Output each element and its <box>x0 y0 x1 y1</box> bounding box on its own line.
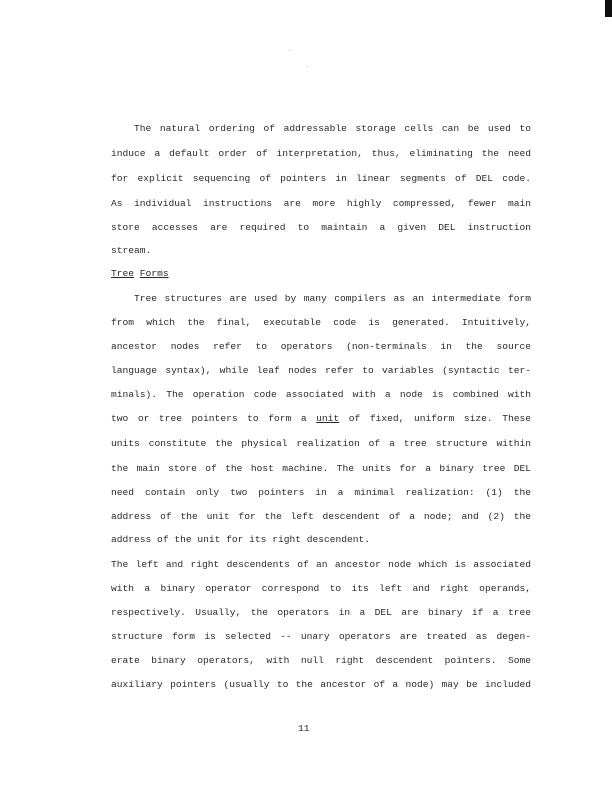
paragraph-3-line: erate binary operators, with null right descendent pointers. Some <box>111 655 531 666</box>
scan-speck <box>307 66 308 67</box>
paragraph-2-line: address of the unit for the left descendent of a node; and (2) the <box>111 511 531 522</box>
paragraph-1-line: stream. <box>111 245 152 256</box>
paragraph-1-line: As individual instructions are more highly compressed, fewer main <box>111 198 531 209</box>
paragraph-2-line: ancestor nodes refer to operators (non-terminals in the source <box>111 341 531 352</box>
scan-speck <box>289 50 290 51</box>
underlined-term: unit <box>316 413 340 424</box>
page-number: 11 <box>298 723 310 734</box>
paragraph-2-line: from which the final, executable code is generated. Intuitively, <box>111 317 531 328</box>
heading-word: Tree <box>111 268 135 279</box>
paragraph-2-line: units constitute the physical realization of a tree structure within <box>111 438 531 449</box>
paragraph-1-line: for explicit sequencing of pointers in linear segments of DEL code. <box>111 173 531 184</box>
paragraph-2-line: minals). The operation code associated with a node is combined with <box>111 389 531 400</box>
line-segment: two or tree pointers to form a <box>111 413 317 424</box>
heading-word: Forms <box>139 268 169 279</box>
paragraph-2-line: address of the unit for its right descendent. <box>111 534 371 545</box>
paragraph-1-line: induce a default order of interpretation, thus, eliminating the need <box>111 148 531 159</box>
scan-edge-mark <box>605 0 612 17</box>
paragraph-3-line: with a binary operator correspond to its left and right operands, <box>111 583 531 594</box>
line-segment: of fixed, uniform size. These <box>339 413 531 424</box>
paragraph-3-line: auxiliary pointers (usually to the ancestor of a node) may be included <box>111 679 531 690</box>
paragraph-1-line: store accesses are required to maintain a given DEL instruction <box>111 222 531 233</box>
paragraph-2-line: need contain only two pointers in a minimal realization: (1) the <box>111 487 531 498</box>
paragraph-1-line: The natural ordering of addressable storage cells can be used to <box>134 123 531 134</box>
paragraph-2-line: Tree structures are used by many compilers as an intermediate form <box>134 293 531 304</box>
paragraph-2-line: language syntax), while leaf nodes refer to variables (syntactic ter- <box>111 365 531 376</box>
paragraph-2-line: the main store of the host machine. The units for a binary tree DEL <box>111 463 531 474</box>
paragraph-2-line <box>111 413 531 425</box>
paragraph-3-line: The left and right descendents of an ancestor node which is associated <box>111 559 531 570</box>
section-heading <box>111 268 169 280</box>
paragraph-3-line: structure form is selected -- unary operators are treated as degen- <box>111 631 531 642</box>
paragraph-3-line: respectively. Usually, the operators in a DEL are binary if a tree <box>111 607 531 618</box>
